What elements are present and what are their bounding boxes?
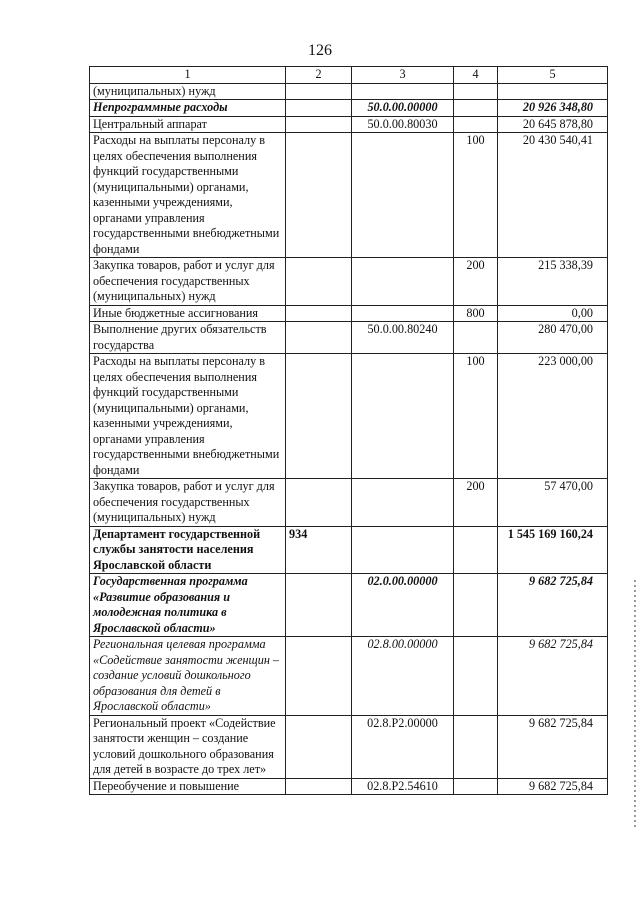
row-code: 934 bbox=[286, 526, 352, 574]
row-name: Региональная целевая программа «Содействие занятости женщин – создание условий дошкольного образования для детей в Ярославской области» bbox=[90, 637, 286, 716]
row-target-article: 50.0.00.80240 bbox=[352, 322, 454, 354]
row-target-article: 02.8.Р2.00000 bbox=[352, 715, 454, 778]
row-target-article bbox=[352, 133, 454, 258]
row-target-article bbox=[352, 354, 454, 479]
header-col-1: 1 bbox=[90, 67, 286, 84]
table-row bbox=[90, 637, 608, 716]
row-target-article: 02.8.Р2.54610 bbox=[352, 778, 454, 795]
row-code bbox=[286, 354, 352, 479]
header-col-3: 3 bbox=[352, 67, 454, 84]
row-amount: 9 682 725,84 bbox=[498, 574, 608, 637]
row-code bbox=[286, 637, 352, 716]
table-row bbox=[90, 574, 608, 637]
row-code bbox=[286, 322, 352, 354]
row-code bbox=[286, 305, 352, 322]
row-name: (муниципальных) нужд bbox=[90, 83, 286, 100]
table-header-row bbox=[90, 67, 608, 84]
table-row bbox=[90, 116, 608, 133]
row-expense-type bbox=[454, 322, 498, 354]
row-name: Расходы на выплаты персоналу в целях обеспечения выполнения функций государственными (муниципальными) органами, казенными учреждениями, органами управления государственными внебюджетными фондами bbox=[90, 133, 286, 258]
table-row bbox=[90, 322, 608, 354]
row-target-article bbox=[352, 258, 454, 306]
row-code bbox=[286, 574, 352, 637]
row-target-article bbox=[352, 526, 454, 574]
header-col-5: 5 bbox=[498, 67, 608, 84]
row-name: Расходы на выплаты персоналу в целях обеспечения выполнения функций государственными (муниципальными) органами, казенными учреждениями, органами управления государственными внебюджетными фондами bbox=[90, 354, 286, 479]
row-target-article: 50.0.00.00000 bbox=[352, 100, 454, 117]
row-target-article bbox=[352, 83, 454, 100]
scan-edge-artifact bbox=[634, 580, 636, 830]
row-expense-type bbox=[454, 83, 498, 100]
row-expense-type: 200 bbox=[454, 479, 498, 527]
row-amount: 9 682 725,84 bbox=[498, 715, 608, 778]
row-code bbox=[286, 116, 352, 133]
row-code bbox=[286, 778, 352, 795]
table-row bbox=[90, 778, 608, 795]
row-amount: 280 470,00 bbox=[498, 322, 608, 354]
row-expense-type: 800 bbox=[454, 305, 498, 322]
row-amount: 20 926 348,80 bbox=[498, 100, 608, 117]
row-expense-type bbox=[454, 116, 498, 133]
row-target-article bbox=[352, 479, 454, 527]
table-row bbox=[90, 526, 608, 574]
row-expense-type bbox=[454, 574, 498, 637]
row-target-article: 02.0.00.00000 bbox=[352, 574, 454, 637]
row-amount bbox=[498, 83, 608, 100]
table-row bbox=[90, 133, 608, 258]
row-code bbox=[286, 100, 352, 117]
row-expense-type bbox=[454, 100, 498, 117]
row-amount: 9 682 725,84 bbox=[498, 637, 608, 716]
row-expense-type bbox=[454, 526, 498, 574]
row-expense-type bbox=[454, 637, 498, 716]
table-row bbox=[90, 83, 608, 100]
row-name: Переобучение и повышение bbox=[90, 778, 286, 795]
row-target-article bbox=[352, 305, 454, 322]
row-expense-type: 100 bbox=[454, 354, 498, 479]
table-row bbox=[90, 715, 608, 778]
row-expense-type bbox=[454, 715, 498, 778]
row-target-article: 02.8.00.00000 bbox=[352, 637, 454, 716]
row-name: Государственная программа «Развитие образования и молодежная политика в Ярославской области» bbox=[90, 574, 286, 637]
row-code bbox=[286, 133, 352, 258]
row-amount: 57 470,00 bbox=[498, 479, 608, 527]
row-code bbox=[286, 479, 352, 527]
row-amount: 20 430 540,41 bbox=[498, 133, 608, 258]
table-row bbox=[90, 479, 608, 527]
budget-table bbox=[89, 66, 608, 795]
row-name: Центральный аппарат bbox=[90, 116, 286, 133]
header-col-2: 2 bbox=[286, 67, 352, 84]
row-target-article: 50.0.00.80030 bbox=[352, 116, 454, 133]
row-name: Закупка товаров, работ и услуг для обеспечения государственных (муниципальных) нужд bbox=[90, 258, 286, 306]
table-body bbox=[90, 83, 608, 795]
row-code bbox=[286, 83, 352, 100]
row-amount: 1 545 169 160,24 bbox=[498, 526, 608, 574]
page-number: 126 bbox=[308, 42, 332, 59]
table-row bbox=[90, 305, 608, 322]
row-expense-type bbox=[454, 778, 498, 795]
row-name: Непрограммные расходы bbox=[90, 100, 286, 117]
row-amount: 223 000,00 bbox=[498, 354, 608, 479]
row-amount: 215 338,39 bbox=[498, 258, 608, 306]
row-name: Департамент государственной службы занятости населения Ярославской области bbox=[90, 526, 286, 574]
row-name: Иные бюджетные ассигнования bbox=[90, 305, 286, 322]
table-row bbox=[90, 258, 608, 306]
header-col-4: 4 bbox=[454, 67, 498, 84]
table-row bbox=[90, 100, 608, 117]
table-row bbox=[90, 354, 608, 479]
row-name: Выполнение других обязательств государства bbox=[90, 322, 286, 354]
row-name: Региональный проект «Содействие занятости женщин – создание условий дошкольного образования для детей в возрасте до трех лет» bbox=[90, 715, 286, 778]
row-code bbox=[286, 258, 352, 306]
row-name: Закупка товаров, работ и услуг для обеспечения государственных (муниципальных) нужд bbox=[90, 479, 286, 527]
row-amount: 0,00 bbox=[498, 305, 608, 322]
row-amount: 9 682 725,84 bbox=[498, 778, 608, 795]
row-code bbox=[286, 715, 352, 778]
row-expense-type: 200 bbox=[454, 258, 498, 306]
row-amount: 20 645 878,80 bbox=[498, 116, 608, 133]
row-expense-type: 100 bbox=[454, 133, 498, 258]
